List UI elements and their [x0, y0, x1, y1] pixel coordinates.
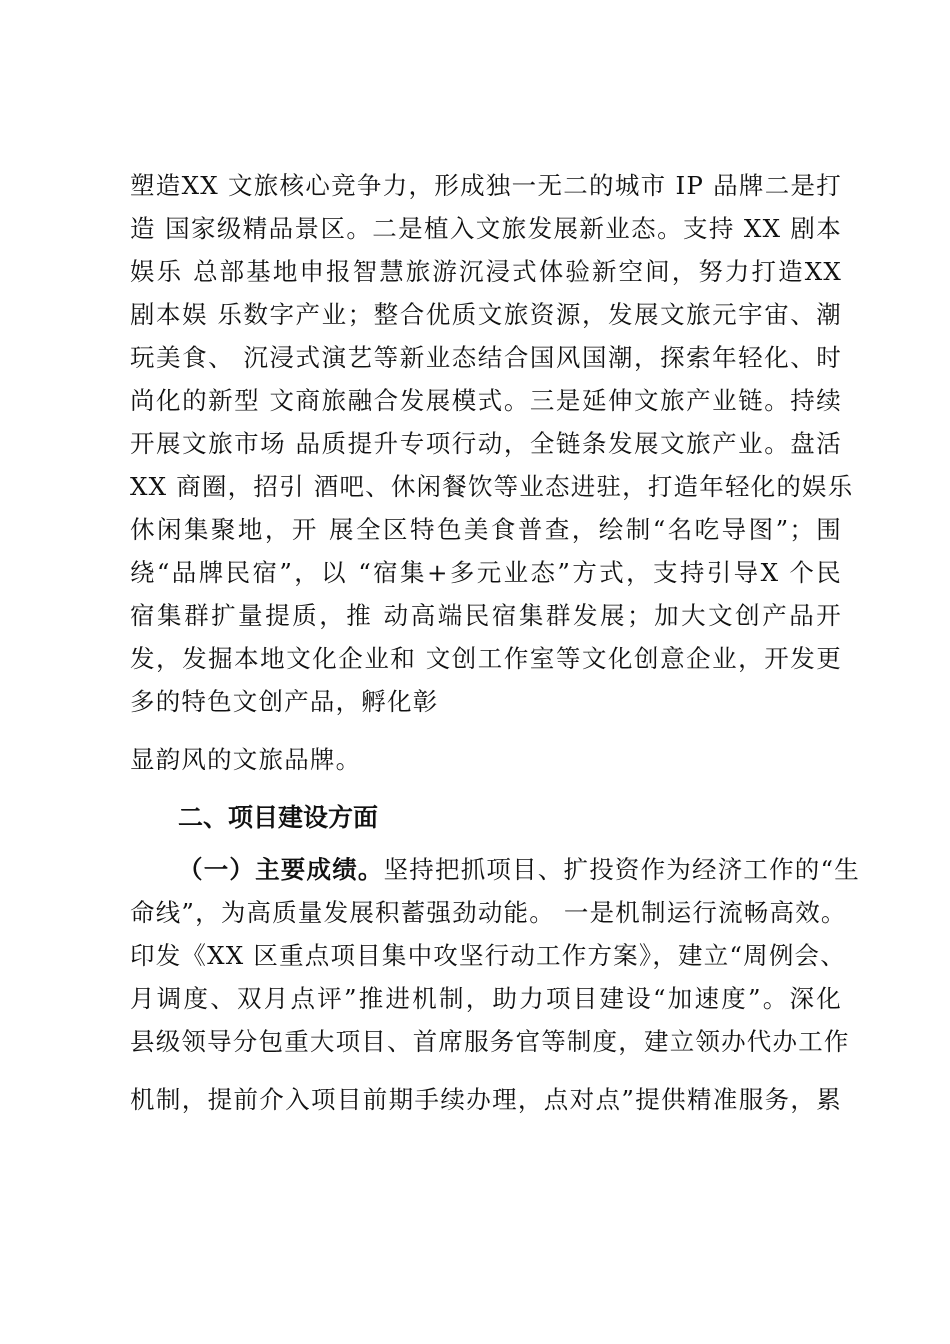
paragraph-line: 娱乐 总部基地申报智慧旅游沉浸式体验新空间，努力打造XX	[130, 257, 842, 286]
paragraph-line: 发，发掘本地文化企业和 文创工作室等文化创意企业，开发更	[130, 644, 842, 673]
section-heading: 二、项目建设方面	[178, 803, 379, 832]
paragraph-line: 休闲集聚地，开 展全区特色美食普查，绘制“名吃导图”；围	[130, 515, 842, 544]
paragraph-line: 尚化的新型 文商旅融合发展模式。三是延伸文旅产业链。持续	[130, 386, 842, 415]
paragraph-line: 开展文旅市场 品质提升专项行动，全链条发展文旅产业。盘活	[130, 429, 842, 458]
paragraph-last-line: 显韵风的文旅品牌。	[130, 745, 362, 774]
paragraph-line: 印发《XX 区重点项目集中攻坚行动工作方案》，建立“周例会、	[130, 941, 846, 970]
paragraph-line: 县级领导分包重大项目、首席服务官等制度，建立领办代办工作	[130, 1027, 850, 1056]
paragraph-line: 月调度、双月点评”推进机制，助力项目建设“加速度”。深化	[130, 984, 842, 1013]
paragraph-line: 剧本娱 乐数字产业；整合优质文旅资源，发展文旅元宇宙、潮	[130, 300, 842, 329]
subsection-title: （一）主要成绩。	[178, 855, 384, 884]
paragraph-lead-line	[178, 853, 860, 887]
lead-text: 坚持把抓项目、扩投资作为经济工作的“生	[383, 855, 860, 884]
paragraph-line: 造 国家级精品景区。二是植入文旅发展新业态。支持 XX 剧本	[130, 214, 842, 243]
paragraph-line: 命线”，为高质量发展积蓄强劲动能。 一是机制运行流畅高效。	[130, 898, 847, 927]
paragraph-line: 玩美食、 沉浸式演艺等新业态结合国风国潮，探索年轻化、时	[130, 343, 842, 372]
paragraph-line: 绕“品牌民宿”，以 “宿集+多元业态”方式，支持引导X 个民	[130, 558, 842, 587]
paragraph-line: 塑造XX 文旅核心竞争力，形成独一无二的城市 IP 品牌二是打	[130, 171, 842, 200]
paragraph-line: XX 商圈，招引 酒吧、休闲餐饮等业态进驻，打造年轻化的娱乐	[130, 472, 854, 501]
paragraph-line: 宿集群扩量提质，推 动高端民宿集群发展；加大文创产品开	[130, 601, 842, 630]
paragraph-line: 机制，提前介入项目前期手续办理，点对点”提供精准服务，累	[130, 1085, 842, 1114]
paragraph-line: 多的特色文创产品，孵化彰	[130, 687, 439, 716]
